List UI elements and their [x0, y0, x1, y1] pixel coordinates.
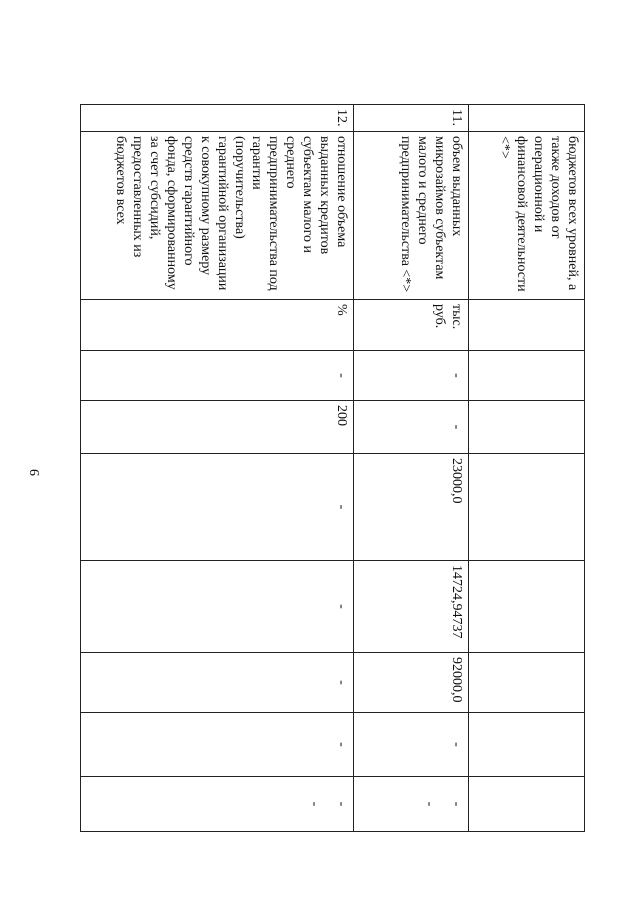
value-cell [354, 776, 468, 832]
value-cell [354, 712, 468, 776]
unit: тыс. руб. [354, 299, 468, 350]
value: 14724,94737 [449, 565, 464, 639]
value: - [334, 504, 349, 510]
value: 23000,0 [449, 458, 464, 504]
table-row [469, 104, 585, 832]
value-cell [469, 453, 584, 560]
value: - [334, 742, 349, 747]
value: 92000,0 [449, 657, 464, 703]
value-cell [469, 560, 584, 652]
indicator-name: бюджетов всех уровней, а также доходов от операционной и финансовой деятельности <*> [469, 131, 584, 299]
page-number: 9 [28, 469, 43, 476]
value: - [449, 742, 464, 747]
value-cell [469, 652, 584, 712]
indicator-name: объем выданных микрозаймов субъектам малого и среднего предпринимательства <*> [354, 131, 468, 299]
value: - [334, 680, 349, 685]
value-cell [81, 652, 353, 712]
value: - [334, 801, 349, 807]
value-cell [354, 453, 468, 560]
value: - [334, 604, 349, 609]
unit: % [81, 299, 353, 350]
row-number: 12. [81, 104, 353, 131]
value: - [422, 801, 437, 807]
value-cell [469, 400, 584, 453]
table-row [354, 104, 469, 832]
unit [469, 299, 584, 350]
value-cell [81, 712, 353, 776]
value-cell [81, 453, 353, 560]
value-cell [81, 350, 353, 400]
value: - [449, 424, 464, 430]
value-cell [81, 776, 353, 832]
value-cell [81, 560, 353, 652]
value-cell [469, 712, 584, 776]
value: - [307, 801, 322, 807]
value: 200 [334, 405, 349, 426]
value-cell [354, 400, 468, 453]
row-number [469, 104, 584, 131]
table-row [80, 104, 354, 832]
indicators-table [80, 104, 585, 832]
value-cell [354, 652, 468, 712]
value-cell [354, 350, 468, 400]
value: - [449, 801, 464, 807]
value-cell [81, 400, 353, 453]
value-cell [469, 776, 584, 832]
value: - [334, 373, 349, 378]
value-cell [469, 350, 584, 400]
indicator-name: отношение объема выданных кредитов субъектам малого и среднего предпринимательства под гарантии (поручительства) гарантийной организации к совокупному размеру средств гарантийного фонда, сформированному за счет субсидий, предоставленных из бюджетов всех [81, 131, 353, 299]
row-number: 11. [354, 104, 468, 131]
value-cell [354, 560, 468, 652]
value: - [449, 373, 464, 378]
